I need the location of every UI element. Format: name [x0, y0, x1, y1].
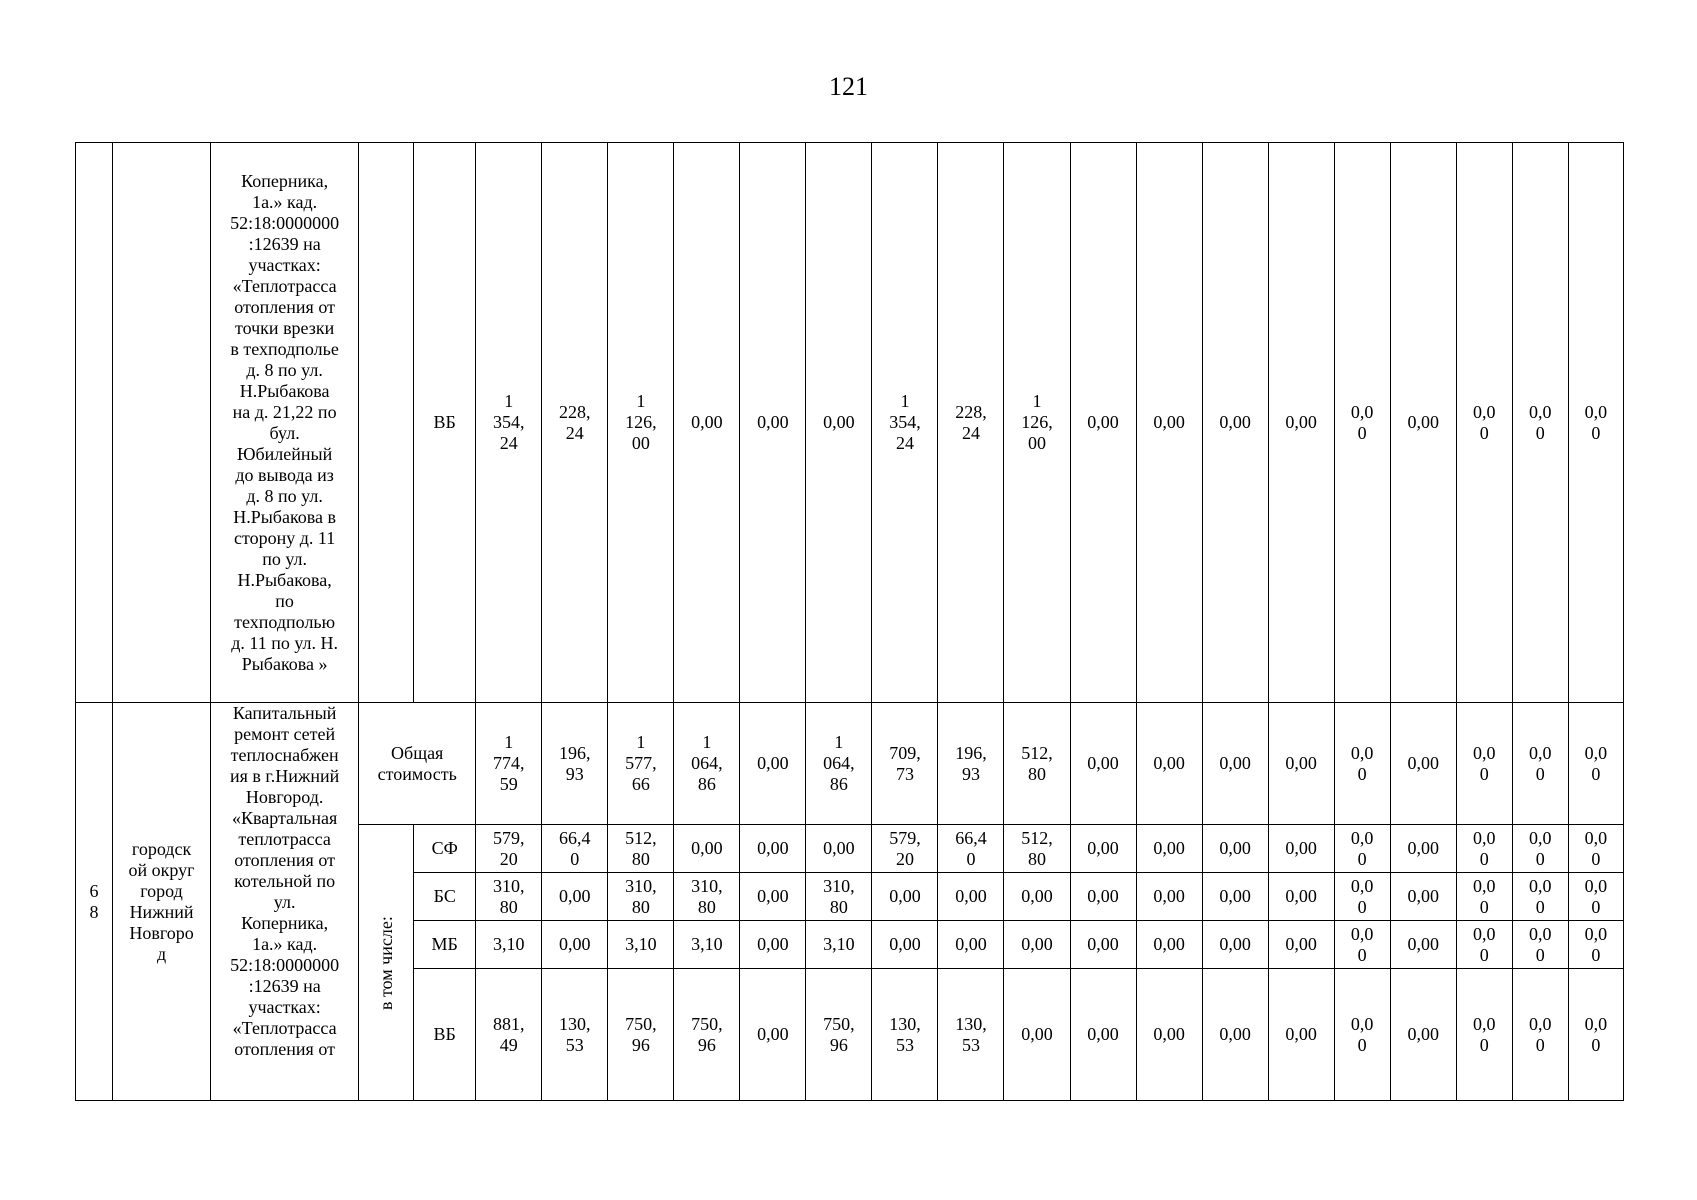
value-cell: 3,10 — [806, 921, 872, 969]
table-row — [76, 143, 1624, 703]
value-cell: 881, 49 — [476, 969, 542, 1101]
value-cell: 196, 93 — [938, 703, 1004, 825]
value-cell: 3,10 — [608, 921, 674, 969]
value-cell: 1 774, 59 — [476, 703, 542, 825]
value-cell: 0,0 0 — [1334, 825, 1390, 873]
value-cell: 0,0 0 — [1456, 143, 1512, 703]
value-cell: 0,00 — [1070, 873, 1136, 921]
source-cell: ВБ — [414, 143, 476, 703]
municipality-cell — [113, 143, 211, 703]
value-cell: 0,00 — [740, 921, 806, 969]
value-cell: 750, 96 — [806, 969, 872, 1101]
value-cell: 0,00 — [1004, 969, 1070, 1101]
value-cell: 0,00 — [806, 825, 872, 873]
value-cell: 1 354, 24 — [476, 143, 542, 703]
value-cell: 0,0 0 — [1568, 921, 1623, 969]
source-cell: БС — [414, 873, 476, 921]
municipality-cell: городск ой округ город Нижний Новгоро д — [113, 703, 211, 1101]
value-cell: 0,0 0 — [1512, 921, 1568, 969]
value-cell: 0,0 0 — [1568, 143, 1623, 703]
value-cell: 0,00 — [740, 703, 806, 825]
value-cell: 0,0 0 — [1512, 873, 1568, 921]
value-cell: 0,0 0 — [1456, 873, 1512, 921]
value-cell: 0,00 — [1390, 921, 1456, 969]
value-cell: 0,00 — [740, 873, 806, 921]
value-cell: 0,00 — [1136, 825, 1202, 873]
value-cell: 0,00 — [740, 143, 806, 703]
value-cell: 0,0 0 — [1568, 703, 1623, 825]
table-row — [76, 703, 1624, 825]
value-cell: 0,00 — [872, 873, 938, 921]
value-cell: 0,00 — [1136, 143, 1202, 703]
value-cell: 0,0 0 — [1334, 921, 1390, 969]
value-cell: 66,4 0 — [542, 825, 608, 873]
value-cell: 0,00 — [1390, 825, 1456, 873]
value-cell: 130, 53 — [542, 969, 608, 1101]
value-cell: 0,00 — [1136, 703, 1202, 825]
value-cell: 0,00 — [938, 873, 1004, 921]
value-cell: 1 577, 66 — [608, 703, 674, 825]
value-cell: 0,0 0 — [1512, 825, 1568, 873]
value-cell: 130, 53 — [938, 969, 1004, 1101]
value-cell: 228, 24 — [938, 143, 1004, 703]
value-cell: 0,00 — [1202, 143, 1268, 703]
value-cell: 0,0 0 — [1456, 703, 1512, 825]
source-cell: ВБ — [414, 969, 476, 1101]
value-cell: 0,00 — [740, 825, 806, 873]
value-cell: 196, 93 — [542, 703, 608, 825]
value-cell: 310, 80 — [674, 873, 740, 921]
value-cell: 0,00 — [1268, 143, 1334, 703]
value-cell: 0,00 — [1202, 873, 1268, 921]
value-cell: 0,0 0 — [1456, 825, 1512, 873]
value-cell: 750, 96 — [608, 969, 674, 1101]
value-cell: 228, 24 — [542, 143, 608, 703]
value-cell: 750, 96 — [674, 969, 740, 1101]
value-cell: 0,00 — [1202, 921, 1268, 969]
value-cell: 0,00 — [1268, 703, 1334, 825]
source-cell: СФ — [414, 825, 476, 873]
value-cell: 0,00 — [1070, 969, 1136, 1101]
value-cell: 0,00 — [1390, 143, 1456, 703]
value-cell: 0,00 — [542, 873, 608, 921]
value-cell: 0,0 0 — [1334, 143, 1390, 703]
value-cell: 0,0 0 — [1334, 969, 1390, 1101]
value-cell: 0,0 0 — [1456, 921, 1512, 969]
value-cell: 0,0 0 — [1512, 969, 1568, 1101]
row-number-cell: 6 8 — [76, 703, 113, 1101]
value-cell: 0,00 — [1070, 703, 1136, 825]
value-cell: 0,00 — [1202, 969, 1268, 1101]
value-cell: 0,00 — [1070, 825, 1136, 873]
value-cell: 3,10 — [674, 921, 740, 969]
value-cell: 579, 20 — [872, 825, 938, 873]
value-cell: 512, 80 — [1004, 703, 1070, 825]
value-cell: 0,00 — [1004, 921, 1070, 969]
value-cell: 1 064, 86 — [806, 703, 872, 825]
value-cell: 0,00 — [872, 921, 938, 969]
description-cell: Коперника, 1а.» кад. 52:18:0000000 :12639 на участках: «Теплотрасса отопления от точки врезки в техподполье д. 8 по ул. Н.Рыбакова на д. 21,22 по бул. Юбилейный до вывода из д. 8 по ул. Н.Рыбакова в сторону д. 11 по ул. Н.Рыбакова, по техподполью д. 11 по ул. Н. Рыбакова » — [211, 143, 359, 703]
value-cell: 0,00 — [1004, 873, 1070, 921]
value-cell: 310, 80 — [476, 873, 542, 921]
value-cell: 3,10 — [476, 921, 542, 969]
value-cell: 130, 53 — [872, 969, 938, 1101]
total-cost-label: Общая стоимость — [359, 703, 476, 825]
value-cell: 0,0 0 — [1512, 703, 1568, 825]
value-cell: 0,00 — [1136, 969, 1202, 1101]
value-cell: 0,00 — [1202, 825, 1268, 873]
value-cell: 310, 80 — [608, 873, 674, 921]
value-cell: 0,00 — [1070, 143, 1136, 703]
value-cell: 0,00 — [740, 969, 806, 1101]
value-cell: 579, 20 — [476, 825, 542, 873]
value-cell: 0,00 — [1070, 921, 1136, 969]
row-number-cell — [76, 143, 113, 703]
value-cell: 0,00 — [938, 921, 1004, 969]
value-cell: 0,00 — [674, 825, 740, 873]
value-cell: 310, 80 — [806, 873, 872, 921]
value-cell: 0,00 — [542, 921, 608, 969]
value-cell: 0,00 — [1268, 921, 1334, 969]
value-cell: 0,00 — [1268, 969, 1334, 1101]
value-cell: 0,00 — [1136, 921, 1202, 969]
value-cell: 66,4 0 — [938, 825, 1004, 873]
value-cell: 1 064, 86 — [674, 703, 740, 825]
value-cell: 0,00 — [1268, 873, 1334, 921]
value-cell: 0,0 0 — [1568, 873, 1623, 921]
value-cell: 1 354, 24 — [872, 143, 938, 703]
value-cell: 0,00 — [1390, 969, 1456, 1101]
value-cell: 0,0 0 — [1568, 825, 1623, 873]
value-cell: 512, 80 — [1004, 825, 1070, 873]
value-cell: 0,0 0 — [1568, 969, 1623, 1101]
value-cell: 1 126, 00 — [1004, 143, 1070, 703]
description-cell: Капитальный ремонт сетей теплоснабжен ия в г.Нижний Новгород. «Квартальная теплотрасса отопления от котельной по ул. Коперника, 1а.» кад. 52:18:0000000 :12639 на участках: «Теплотрасса отопления от — [211, 703, 359, 1101]
value-cell: 0,0 0 — [1512, 143, 1568, 703]
value-cell: 0,0 0 — [1334, 873, 1390, 921]
value-cell: 0,00 — [1390, 873, 1456, 921]
value-cell: 0,00 — [1136, 873, 1202, 921]
value-cell: 0,0 0 — [1334, 703, 1390, 825]
value-cell: 709, 73 — [872, 703, 938, 825]
value-cell: 512, 80 — [608, 825, 674, 873]
value-cell: 0,0 0 — [1456, 969, 1512, 1101]
value-cell: 0,00 — [806, 143, 872, 703]
value-cell: 0,00 — [1268, 825, 1334, 873]
value-cell: 0,00 — [1390, 703, 1456, 825]
value-cell: 0,00 — [1202, 703, 1268, 825]
including-label: в том числе: — [359, 825, 414, 1101]
source-cell: МБ — [414, 921, 476, 969]
budget-table — [75, 142, 1624, 1101]
value-cell: 0,00 — [674, 143, 740, 703]
page-number: 121 — [829, 72, 868, 101]
value-cell: 1 126, 00 — [608, 143, 674, 703]
blank-cell — [359, 143, 414, 703]
